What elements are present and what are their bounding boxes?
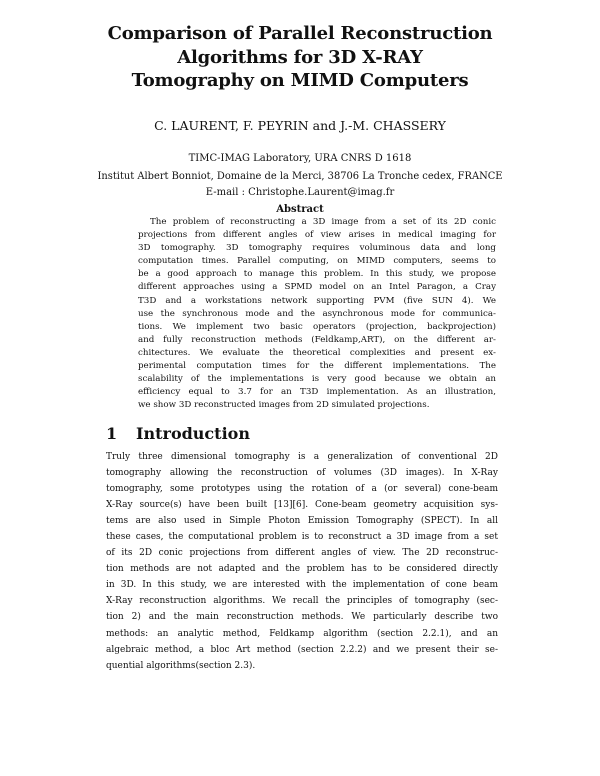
affiliation-institute: Institut Albert Bonniot, Domaine de la Merci, 38706 La Tronche cedex, FRANCE (97, 171, 503, 182)
abstract-line: be a good approach to manage this problem. In this study, we propose (138, 269, 496, 280)
body-line: X-Ray reconstruction algorithms. We recall the principles of tomography (sec- (106, 596, 498, 607)
title-line: Tomography on MIMD Computers (131, 70, 469, 91)
body-line: of its 2D conic projections from different angles of view. The 2D reconstruc- (106, 548, 498, 559)
abstract-line: scalability of the implementations is very good because we obtain an (138, 374, 496, 385)
title-line: Algorithms for 3D X-RAY (177, 46, 423, 68)
body-line: algebraic method, a bloc Art method (section 2.2.2) and we present their se- (106, 644, 498, 655)
section-number: 1 (106, 424, 118, 443)
body-line: methods: an analytic method, Feldkamp algorithm (section 2.2.1), and an (106, 628, 498, 639)
body-line: these cases, the computational problem is to reconstruct a 3D image from a set (106, 532, 498, 543)
body-line: tion methods are not adapted and the problem has to be considered directly (106, 564, 498, 575)
paper-title (60, 22, 540, 93)
body-line: tion 2) and the main reconstruction methods. We particularly describe two (106, 612, 498, 623)
body-line: tomography, some prototypes using the rotation of a (or several) cone-beam (106, 484, 498, 495)
abstract-line: 3D tomography. 3D tomography requires voluminous data and long (138, 243, 496, 254)
author-list: C. LAURENT, F. PEYRIN and J.-M. CHASSERY (154, 118, 446, 133)
abstract-line: computation times. Parallel computing, on MIMD computers, seems to (138, 256, 496, 267)
abstract-line: projections from different angles of view arises in medical imaging for (138, 230, 496, 241)
body-line: tomography allowing the reconstruction of volumes (3D images). In X-Ray (106, 468, 498, 479)
abstract-line: perimental computation times for the different implementations. The (138, 361, 496, 372)
abstract-line: we show 3D reconstructed images from 2D simulated projections. (138, 400, 430, 411)
affiliation-lab: TIMC-IMAG Laboratory, URA CNRS D 1618 (188, 153, 412, 164)
abstract-line: efficiency equal to 3.7 for an T3D implementation. As an illustration, (138, 387, 496, 398)
section-body (106, 449, 498, 674)
section-heading (106, 424, 250, 444)
body-line: in 3D. In this study, we are interested with the implementation of cone beam (106, 580, 498, 591)
body-line: Truly three dimensional tomography is a generalization of conventional 2D (106, 452, 498, 462)
abstract-line: chitectures. We evaluate the theoretical complexities and present ex- (138, 347, 496, 358)
body-line: tems are also used in Simple Photon Emission Tomography (SPECT). In all (106, 516, 498, 527)
section-title: Introduction (136, 424, 250, 443)
abstract-line: The problem of reconstructing a 3D image from a set of its 2D conic (150, 217, 496, 227)
body-line: X-Ray source(s) have been built [13][6]. Cone-beam geometry acquisition sys- (106, 500, 498, 511)
body-line: quential algorithms(section 2.3). (106, 660, 256, 671)
abstract-line: different approaches using a SPMD model on an Intel Paragon, a Cray (138, 282, 496, 293)
author-email: E-mail : Christophe.Laurent@imag.fr (205, 187, 395, 198)
abstract-heading: Abstract (276, 204, 324, 215)
abstract-body (138, 216, 496, 412)
abstract-line: tions. We implement two basic operators (projection, backprojection) (138, 321, 496, 332)
abstract-line: and fully reconstruction methods (Feldkamp,ART), on the different ar- (138, 334, 496, 345)
title-line: Comparison of Parallel Reconstruction (107, 23, 493, 44)
abstract-line: T3D and a workstations network supporting PVM (five SUN 4). We (138, 295, 496, 306)
abstract-line: use the synchronous mode and the asynchronous mode for communica- (138, 308, 496, 319)
